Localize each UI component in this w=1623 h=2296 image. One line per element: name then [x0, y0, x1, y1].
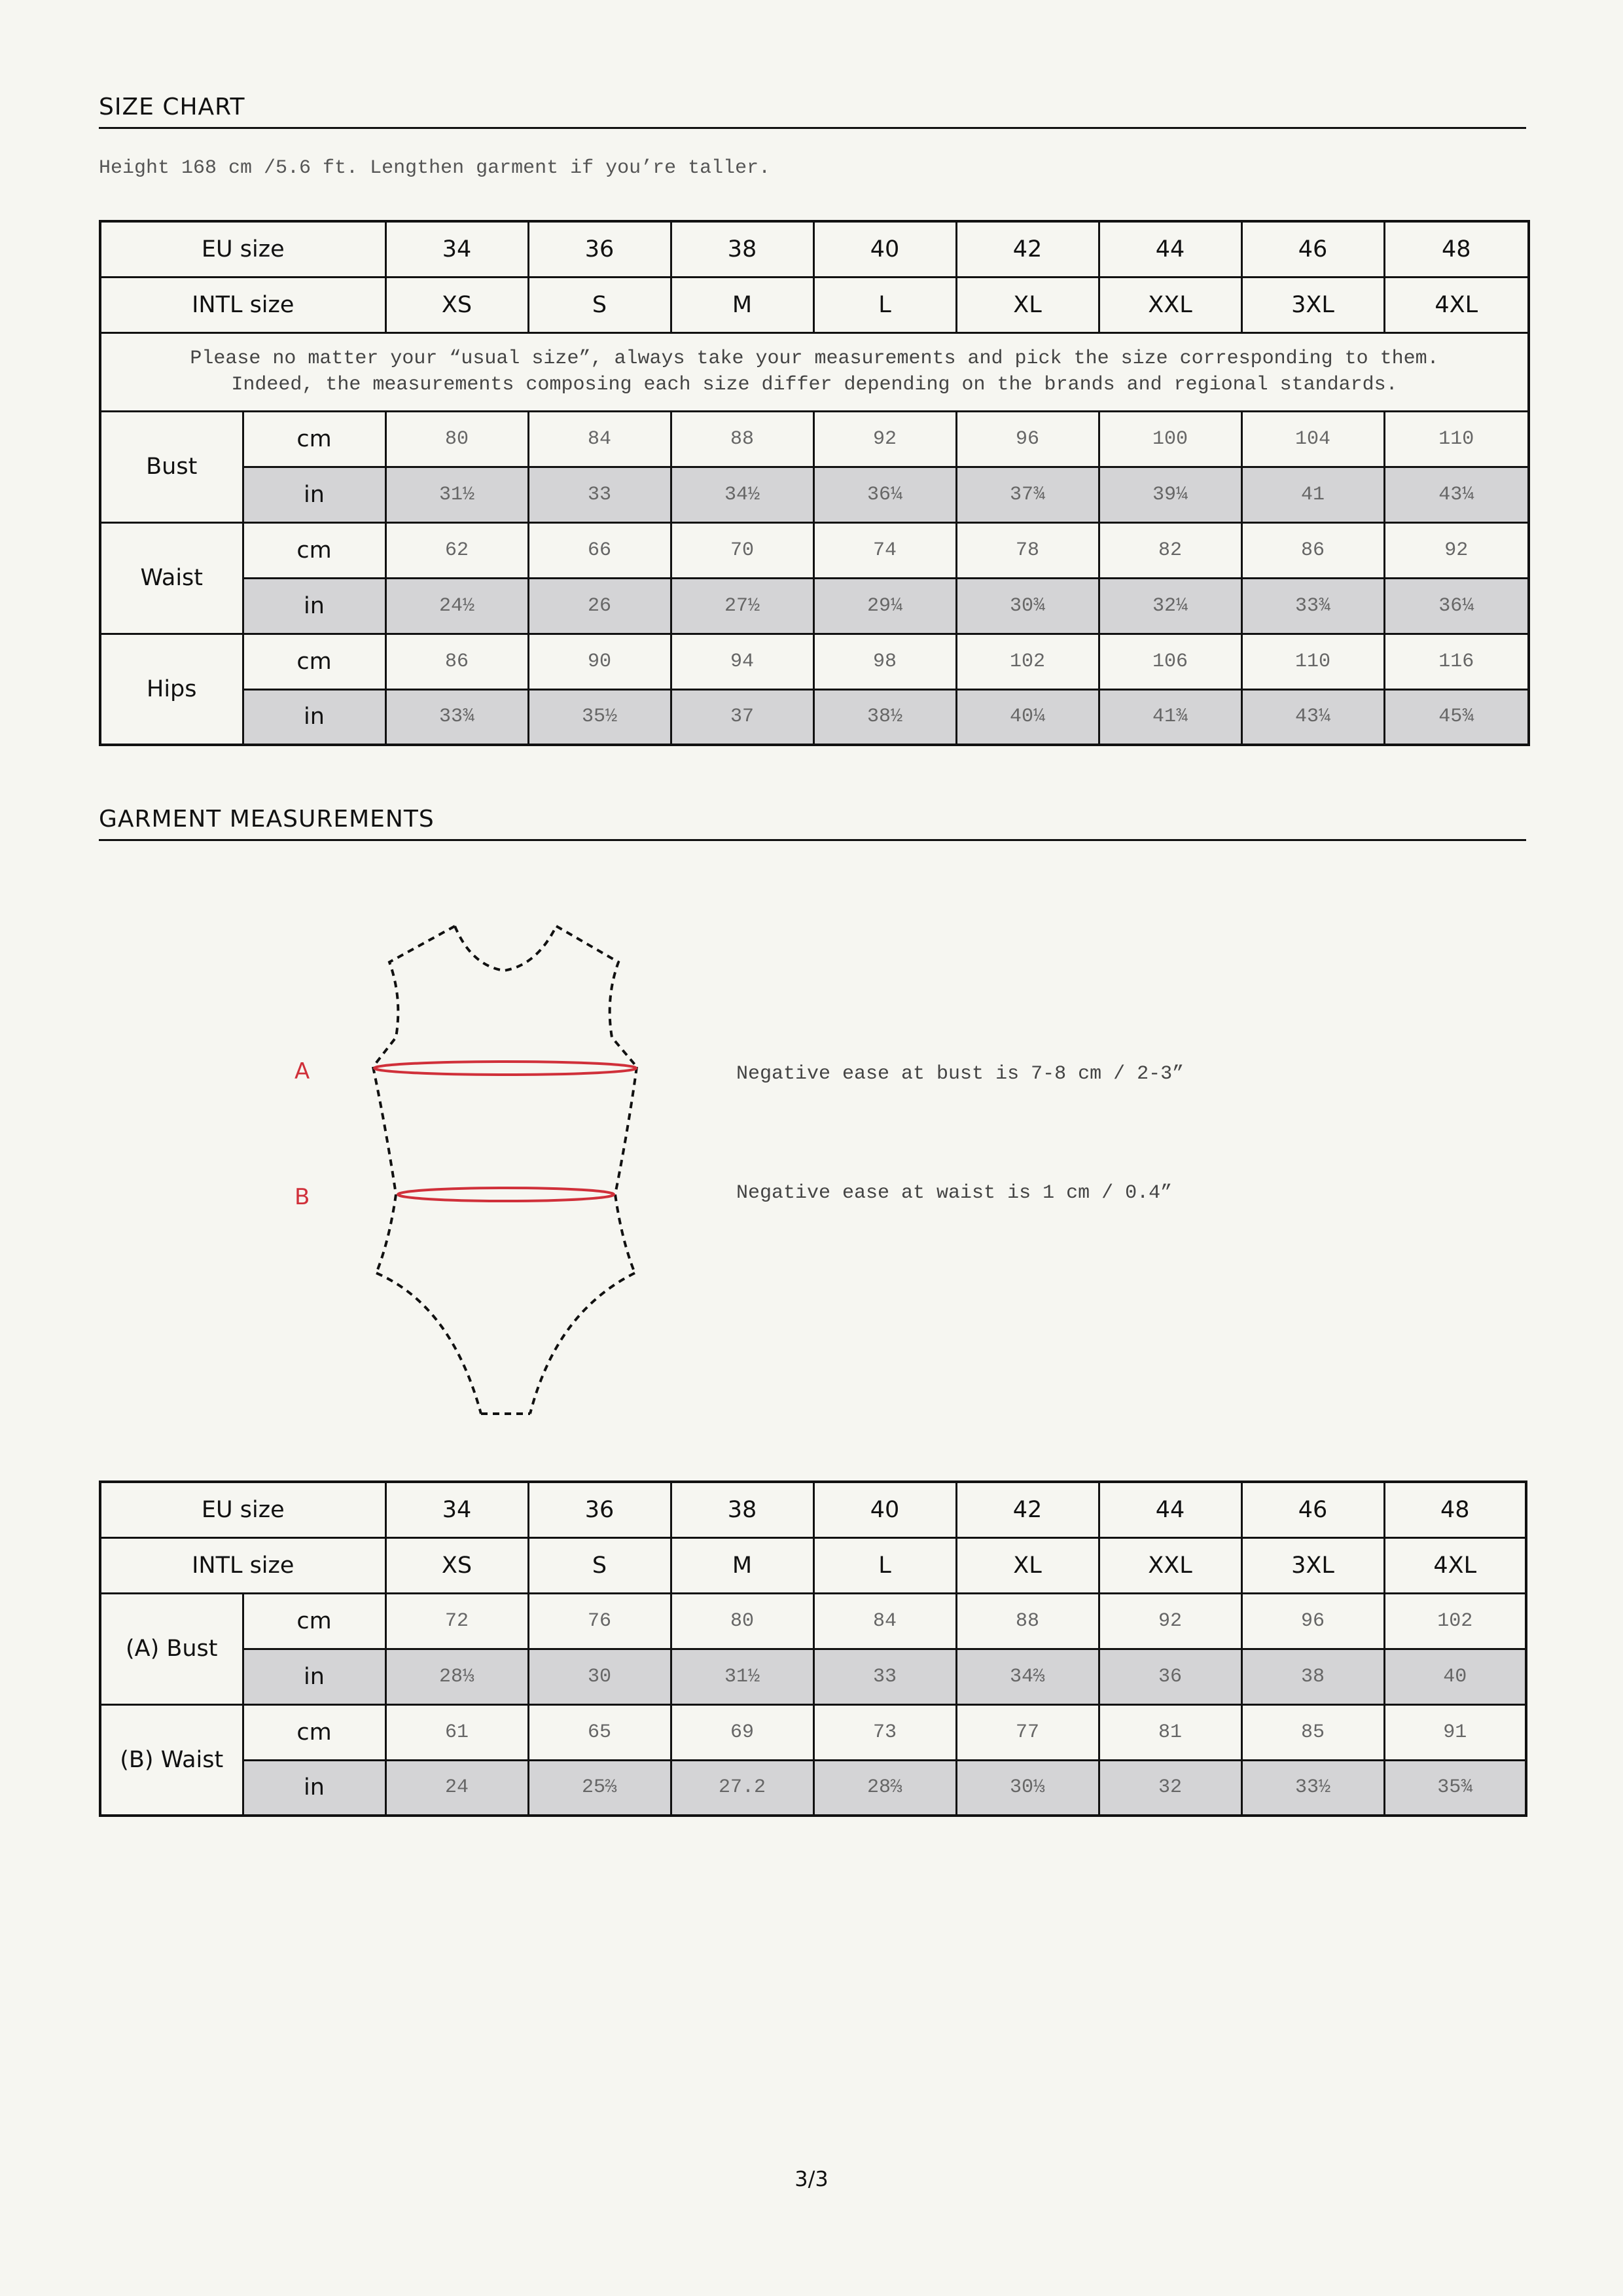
- size-notice-line-2: Indeed, the measurements composing each size differ depending on the brands and regional standards.: [231, 374, 1398, 396]
- value-cell: 80: [671, 1593, 813, 1649]
- value-cell: 102: [1384, 1593, 1526, 1649]
- value-cell: 78: [956, 522, 1099, 578]
- intl-size-row: [100, 1537, 1526, 1593]
- value-cell: 110: [1384, 411, 1529, 467]
- value-cell: 29¼: [813, 578, 956, 634]
- value-cell: 36: [1099, 1649, 1241, 1704]
- value-cell: 38: [1241, 1649, 1384, 1704]
- value-cell: 72: [385, 1593, 528, 1649]
- value-cell: 41: [1241, 467, 1384, 522]
- unit-cm: cm: [243, 411, 385, 467]
- value-cell: 38½: [813, 689, 956, 745]
- eu-size-cell: 34: [385, 221, 528, 277]
- waist-line-b: [398, 1188, 614, 1201]
- value-cell: 94: [671, 634, 813, 689]
- size-chart-title: SIZE CHART: [99, 94, 1526, 129]
- measurement-row-cm: [100, 411, 1529, 467]
- value-cell: 110: [1241, 634, 1384, 689]
- value-cell: 73: [813, 1704, 956, 1760]
- value-cell: 34½: [671, 467, 813, 522]
- value-cell: 65: [528, 1704, 671, 1760]
- value-cell: 37¾: [956, 467, 1099, 522]
- unit-in: in: [243, 689, 385, 745]
- intl-size-cell: XXL: [1099, 277, 1241, 332]
- unit-in: in: [243, 578, 385, 634]
- value-cell: 69: [671, 1704, 813, 1760]
- measurement-row-cm: [100, 1593, 1526, 1649]
- size-notice: [100, 332, 1529, 411]
- bodysuit-outline: [373, 926, 637, 1414]
- unit-cm: cm: [243, 1593, 385, 1649]
- value-cell: 33¾: [385, 689, 528, 745]
- value-cell: 25⅔: [528, 1760, 671, 1816]
- intl-size-cell: 4XL: [1384, 277, 1529, 332]
- garment-measurements-table: [99, 1480, 1527, 1817]
- value-cell: 116: [1384, 634, 1529, 689]
- value-cell: 61: [385, 1704, 528, 1760]
- marker-a: A: [294, 1058, 310, 1085]
- value-cell: 24: [385, 1760, 528, 1816]
- value-cell: 62: [385, 522, 528, 578]
- intl-size-cell: S: [528, 1537, 671, 1593]
- value-cell: 82: [1099, 522, 1241, 578]
- eu-size-cell: 34: [385, 1482, 528, 1537]
- value-cell: 91: [1384, 1704, 1526, 1760]
- value-cell: 32: [1099, 1760, 1241, 1816]
- eu-size-cell: 36: [528, 221, 671, 277]
- measurement-row-cm: [100, 634, 1529, 689]
- value-cell: 88: [671, 411, 813, 467]
- value-cell: 80: [385, 411, 528, 467]
- measurement-row-in: [100, 578, 1529, 634]
- bodysuit-diagram: [353, 913, 661, 1424]
- intl-size-label: INTL size: [100, 1537, 385, 1593]
- intl-size-cell: L: [813, 1537, 956, 1593]
- value-cell: 96: [1241, 1593, 1384, 1649]
- value-cell: 104: [1241, 411, 1384, 467]
- eu-size-cell: 42: [956, 221, 1099, 277]
- value-cell: 40: [1384, 1649, 1526, 1704]
- unit-cm: cm: [243, 1704, 385, 1760]
- value-cell: 28⅓: [385, 1649, 528, 1704]
- value-cell: 74: [813, 522, 956, 578]
- value-cell: 40¼: [956, 689, 1099, 745]
- value-cell: 66: [528, 522, 671, 578]
- garment-bust-label: (A) Bust: [100, 1593, 243, 1704]
- garment-measurements-title: GARMENT MEASUREMENTS: [99, 806, 1526, 841]
- value-cell: 84: [813, 1593, 956, 1649]
- value-cell: 32¼: [1099, 578, 1241, 634]
- intl-size-cell: XS: [385, 277, 528, 332]
- eu-size-cell: 44: [1099, 1482, 1241, 1537]
- measurement-row-cm: [100, 1704, 1526, 1760]
- value-cell: 35½: [528, 689, 671, 745]
- value-cell: 34⅔: [956, 1649, 1099, 1704]
- value-cell: 90: [528, 634, 671, 689]
- measurement-row-in: [100, 1649, 1526, 1704]
- value-cell: 92: [1099, 1593, 1241, 1649]
- unit-in: in: [243, 1649, 385, 1704]
- value-cell: 35¾: [1384, 1760, 1526, 1816]
- intl-size-cell: XL: [956, 1537, 1099, 1593]
- size-chart-table: [99, 220, 1530, 746]
- eu-size-cell: 48: [1384, 1482, 1526, 1537]
- intl-size-cell: XL: [956, 277, 1099, 332]
- value-cell: 76: [528, 1593, 671, 1649]
- bust-label: Bust: [100, 411, 243, 522]
- intl-size-label: INTL size: [100, 277, 385, 332]
- marker-b: B: [294, 1184, 310, 1210]
- eu-size-cell: 40: [813, 1482, 956, 1537]
- value-cell: 77: [956, 1704, 1099, 1760]
- eu-size-row: [100, 1482, 1526, 1537]
- value-cell: 31½: [385, 467, 528, 522]
- intl-size-cell: M: [671, 277, 813, 332]
- eu-size-cell: 44: [1099, 221, 1241, 277]
- notice-row: [100, 332, 1529, 411]
- value-cell: 33½: [1241, 1760, 1384, 1816]
- intl-size-cell: L: [813, 277, 956, 332]
- value-cell: 33¾: [1241, 578, 1384, 634]
- eu-size-cell: 46: [1241, 221, 1384, 277]
- waist-ease-callout: Negative ease at waist is 1 cm / 0.4”: [736, 1182, 1173, 1204]
- eu-size-cell: 40: [813, 221, 956, 277]
- eu-size-cell: 46: [1241, 1482, 1384, 1537]
- eu-size-cell: 38: [671, 1482, 813, 1537]
- intl-size-cell: S: [528, 277, 671, 332]
- measurement-row-in: [100, 1760, 1526, 1816]
- value-cell: 37: [671, 689, 813, 745]
- value-cell: 106: [1099, 634, 1241, 689]
- value-cell: 31½: [671, 1649, 813, 1704]
- measurement-row-in: [100, 467, 1529, 522]
- value-cell: 26: [528, 578, 671, 634]
- value-cell: 100: [1099, 411, 1241, 467]
- value-cell: 27½: [671, 578, 813, 634]
- value-cell: 84: [528, 411, 671, 467]
- height-note: Height 168 cm /5.6 ft. Lengthen garment if you’re taller.: [99, 157, 771, 179]
- intl-size-cell: 3XL: [1241, 1537, 1384, 1593]
- value-cell: 30⅓: [956, 1760, 1099, 1816]
- value-cell: 98: [813, 634, 956, 689]
- intl-size-cell: 4XL: [1384, 1537, 1526, 1593]
- bust-line-a: [374, 1062, 636, 1075]
- unit-in: in: [243, 1760, 385, 1816]
- bust-ease-callout: Negative ease at bust is 7-8 cm / 2-3”: [736, 1063, 1185, 1085]
- value-cell: 43¼: [1384, 467, 1529, 522]
- measurement-row-cm: [100, 522, 1529, 578]
- eu-size-label: EU size: [100, 1482, 385, 1537]
- size-notice-line-1: Please no matter your “usual size”, always take your measurements and pick the size corresponding to them.: [190, 348, 1439, 370]
- value-cell: 86: [1241, 522, 1384, 578]
- value-cell: 27.2: [671, 1760, 813, 1816]
- value-cell: 43¼: [1241, 689, 1384, 745]
- page-number: 3/3: [794, 2166, 829, 2191]
- value-cell: 41¾: [1099, 689, 1241, 745]
- value-cell: 70: [671, 522, 813, 578]
- value-cell: 102: [956, 634, 1099, 689]
- eu-size-label: EU size: [100, 221, 385, 277]
- eu-size-cell: 36: [528, 1482, 671, 1537]
- value-cell: 36¼: [813, 467, 956, 522]
- intl-size-row: [100, 277, 1529, 332]
- unit-cm: cm: [243, 522, 385, 578]
- value-cell: 39¼: [1099, 467, 1241, 522]
- value-cell: 45¾: [1384, 689, 1529, 745]
- value-cell: 86: [385, 634, 528, 689]
- intl-size-cell: XXL: [1099, 1537, 1241, 1593]
- value-cell: 30¾: [956, 578, 1099, 634]
- value-cell: 92: [813, 411, 956, 467]
- eu-size-cell: 38: [671, 221, 813, 277]
- unit-in: in: [243, 467, 385, 522]
- measurement-row-in: [100, 689, 1529, 745]
- value-cell: 36¼: [1384, 578, 1529, 634]
- hips-label: Hips: [100, 634, 243, 745]
- value-cell: 24½: [385, 578, 528, 634]
- intl-size-cell: M: [671, 1537, 813, 1593]
- value-cell: 92: [1384, 522, 1529, 578]
- intl-size-cell: XS: [385, 1537, 528, 1593]
- value-cell: 88: [956, 1593, 1099, 1649]
- garment-waist-label: (B) Waist: [100, 1704, 243, 1816]
- value-cell: 33: [813, 1649, 956, 1704]
- eu-size-cell: 48: [1384, 221, 1529, 277]
- value-cell: 81: [1099, 1704, 1241, 1760]
- value-cell: 30: [528, 1649, 671, 1704]
- eu-size-cell: 42: [956, 1482, 1099, 1537]
- value-cell: 96: [956, 411, 1099, 467]
- unit-cm: cm: [243, 634, 385, 689]
- value-cell: 85: [1241, 1704, 1384, 1760]
- value-cell: 33: [528, 467, 671, 522]
- value-cell: 28⅔: [813, 1760, 956, 1816]
- waist-label: Waist: [100, 522, 243, 634]
- intl-size-cell: 3XL: [1241, 277, 1384, 332]
- eu-size-row: [100, 221, 1529, 277]
